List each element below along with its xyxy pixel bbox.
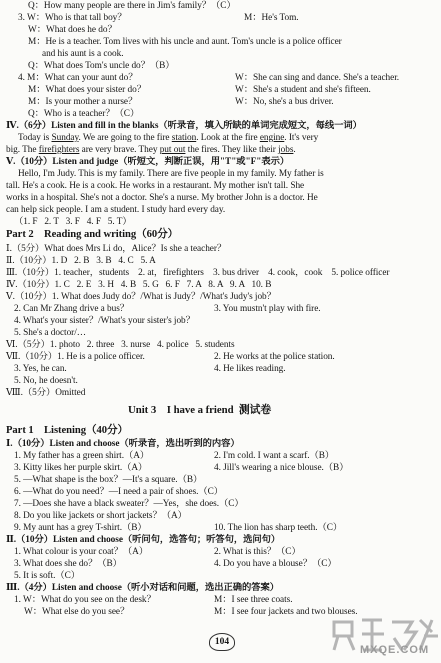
text-line: 3. Kitty likes her purple skirt.（A） (14, 463, 148, 473)
text-line-column: W：She's a student and she's fifteen. (235, 85, 371, 95)
filled-blank: engine (259, 133, 285, 143)
text-line: 3. W：Who is that tall boy？ (18, 13, 127, 23)
text-line: Ⅲ.（4分）Listen and choose（听小对话和问题，选出正确的答案） (6, 583, 280, 593)
text-line: 3. What does she do？（B） (14, 559, 122, 569)
text-line: can help sick people. I am a student. I study hard every day. (6, 205, 226, 215)
page-number: 104 (209, 633, 235, 651)
text-segment: are very brave. They (79, 145, 160, 155)
text-line: Part 2 Reading and writing（60分） (6, 229, 179, 240)
text-segment: . It's very (284, 133, 319, 143)
text-segment: . (293, 145, 296, 155)
text-segment: . Look at the fire (196, 133, 260, 143)
text-line-column: 2. What is this？（C） (214, 547, 301, 557)
text-line-column: 2. I'm cold. I want a scarf.（B） (214, 451, 335, 461)
text-line: Ⅲ.（10分）1. teacher，students 2. at，firefighters 3. bus driver 4. cook，cook 5. police officer (6, 268, 390, 278)
text-line: Ⅰ.（5分）What does Mrs Li do，Alice？Is she a teacher？ (6, 244, 227, 254)
text-line: Q：What does Tom's uncle do？（B） (28, 61, 175, 71)
text-line: Ⅴ.（10分）1. What does Judy do？/What is Judy？/What's Judy's job？ (6, 292, 276, 302)
text-line: M：What does your sister do？ (28, 85, 146, 95)
text-segment: big. The (6, 145, 39, 155)
text-line: and his aunt is a cook. (42, 49, 124, 59)
text-line: （1. F 2. T 3. F 4. F 5. T） (14, 217, 132, 227)
text-line: 2. Can Mr Zhang drive a bus？ (14, 304, 130, 314)
text-line (6, 144, 296, 156)
text-line: Ⅰ.（10分）Listen and choose（听录音，选出听到的内容） (6, 439, 240, 449)
text-line: 5. No, he doesn't. (14, 376, 78, 386)
text-line: M：Is your mother a nurse？ (28, 97, 138, 107)
text-line: works in a hospital. She's not a doctor. She's a nurse. My brother John is a doctor. He (6, 193, 318, 203)
filled-blank: station (171, 133, 197, 143)
text-line: 1. My father has a green shirt.（A） (14, 451, 150, 461)
text-line: Ⅷ.（5分）Omitted (6, 388, 86, 398)
text-line: W：What does he do？ (28, 25, 117, 35)
text-line: Unit 3 I have a friend 测试卷 (128, 404, 272, 416)
watermark-text: MXQE.COM (360, 644, 430, 656)
text-line: Part 1 Listening（40分） (6, 425, 129, 436)
text-line-column: W：She can sing and dance. She's a teacher. (235, 73, 400, 83)
text-line: 1. What colour is your coat？（A） (14, 547, 149, 557)
text-line: Ⅳ.（10分）1. C 2. E 3. H 4. B 5. G 6. F 7. A 8. A 9. A 10. B (6, 280, 272, 290)
text-line: Q：How many people are there in Jim's family？（C） (28, 1, 236, 11)
text-line: Hello, I'm Judy. This is my family. There are five people in my family. My father is (18, 169, 324, 179)
text-line (18, 132, 318, 144)
filled-blank: put out (159, 145, 186, 155)
text-line: 4. What's your sister？/What's your sister's job？ (14, 316, 195, 326)
text-line: 6. —What do you need？—I need a pair of shoes.（C） (14, 487, 224, 497)
text-line: 8. Do you like jackets or short jackets？（A） (14, 511, 187, 521)
text-line: Ⅵ.（5分）1. photo 2. three 3. nurse 4. police 5. students (6, 340, 235, 350)
text-line-column: M：I see four jackets and two blouses. (214, 607, 358, 617)
text-line: 9. My aunt has a grey T-shirt.（B） (14, 523, 147, 533)
text-line-column: 4. Jill's wearing a nice blouse.（B） (214, 463, 349, 473)
text-line: Ⅱ.（10分）Listen and choose（听问句，选答句；听答句，选问句） (6, 535, 281, 545)
filled-blank: jobs (278, 145, 294, 155)
text-line: 1. W：What do you see on the desk？ (14, 595, 156, 605)
filled-blank: Sunday (51, 133, 79, 143)
text-line-column: 10. The lion has sharp teeth.（C） (214, 523, 343, 533)
text-line-column: M：He's Tom. (244, 13, 299, 23)
text-line: Ⅱ.（10分）1. D 2. B 3. B 4. C 5. A (6, 256, 156, 266)
text-line-column: 4. Do you have a blouse？（C） (214, 559, 337, 569)
text-line-column: 2. He works at the police station. (214, 352, 335, 362)
text-line-column: 3. You mustn't play with fire. (214, 304, 321, 314)
text-line: Ⅳ.（6分）Listen and fill in the blanks（听录音，填入所缺的单词完成短文，每线一词） (6, 121, 362, 131)
text-line: M：He is a teacher. Tom lives with his uncle and aunt. Tom's uncle is a police officer (28, 37, 342, 47)
text-line: 5. She's a doctor/… (14, 328, 86, 338)
text-line-column: 4. He likes reading. (214, 364, 286, 374)
filled-blank: firefighters (38, 145, 80, 155)
text-line: W：What else do you see？ (24, 607, 130, 617)
text-line: Ⅴ.（10分）Listen and judge（听短文，判断正误，用"T"或"F"表示） (6, 157, 290, 167)
text-line: Q：Who is a teacher？（C） (28, 109, 140, 119)
text-line: 4. M：What can your aunt do？ (18, 73, 138, 83)
text-segment: Today is (18, 133, 52, 143)
text-segment: . We are going to the fire (78, 133, 172, 143)
text-line: 5. It is soft.（C） (14, 571, 81, 581)
text-line-column: W：No, she's a bus driver. (235, 97, 334, 107)
text-segment: the fires. They like their (185, 145, 279, 155)
text-line: 5. —What shape is the box？—It's a square.（B） (14, 475, 203, 485)
text-line-column: M：I see three coats. (214, 595, 293, 605)
text-line: 3. Yes, he can. (14, 364, 67, 374)
text-line: tall. He's a cook. He is a cook. He works in a restaurant. My mother isn't tall. She (6, 181, 305, 191)
text-line: 7. —Does she have a black sweater？—Yes，she does.（C） (14, 499, 244, 509)
text-line: Ⅶ.（10分）1. He is a police officer. (6, 352, 145, 362)
